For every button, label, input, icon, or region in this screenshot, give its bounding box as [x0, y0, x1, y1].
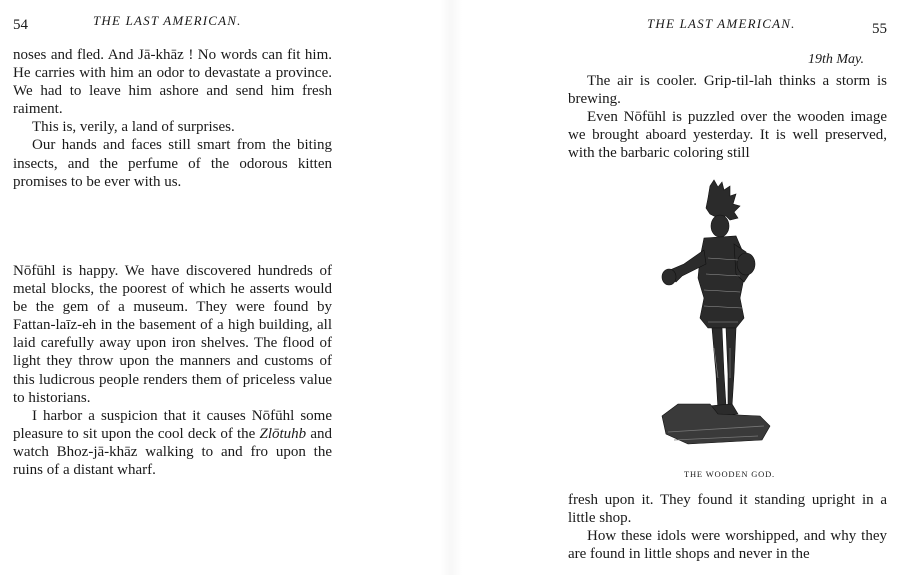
paragraph: noses and fled. And Jā-khāz ! No words can fit him. He carries with him an odor to devastate a province. We had to leave him ashore and send him fresh raiment. [13, 47, 332, 118]
right-text-block-one [568, 72, 887, 162]
right-page [450, 0, 901, 575]
paragraph: The air is cooler. Grip-til-lah thinks a storm is brewing. [568, 73, 887, 108]
diary-date: 19th May. [808, 52, 864, 67]
page-number-right: 55 [872, 21, 887, 37]
running-head-right: THE LAST AMERICAN. [647, 16, 796, 31]
wooden-figure-illustration-icon [648, 178, 778, 450]
left-text-block-two [13, 262, 332, 479]
paragraph-with-italic [13, 407, 332, 479]
page-number-left: 54 [13, 17, 28, 33]
paragraph: Nōfūhl is happy. We have discovered hundreds of metal blocks, the poorest of which he asserts would be the gem of a museum. They were found by Fattan-laīz-eh in the basement of a high building, all laid carefully away upon iron shelves. The flood of light they throw upon the manners and customs of this ludicrous people renders them of priceless value to historians. [13, 263, 332, 406]
paragraph: fresh upon it. They found it standing upright in a little shop. [568, 492, 887, 527]
running-head-left: THE LAST AMERICAN. [93, 13, 242, 28]
figure-caption: THE WOODEN GOD. [684, 469, 775, 479]
text-span: I harbor a suspicion that it causes Nōfūhl some pleasure to sit upon the cool deck of the [13, 407, 332, 442]
right-text-block-two [568, 491, 887, 563]
paragraph: This is, verily, a land of surprises. [32, 119, 235, 136]
paragraph: Our hands and faces still smart from the biting insects, and the perfume of the odorous kitten promises to be ever with us. [13, 137, 332, 190]
left-text-block-one [13, 46, 332, 191]
paragraph: How these idols were worshipped, and why they are found in little shops and never in the [568, 528, 887, 563]
ship-name-italic: Zlōtuhb [259, 425, 307, 442]
paragraph: Even Nōfūhl is puzzled over the wooden image we brought aboard yesterday. It is well preserved, with the barbaric coloring still [568, 109, 887, 162]
text-span: and watch Bhoz-jā-khāz walking to and fro upon the ruins of a distant wharf. [13, 425, 332, 479]
left-page [0, 0, 450, 575]
